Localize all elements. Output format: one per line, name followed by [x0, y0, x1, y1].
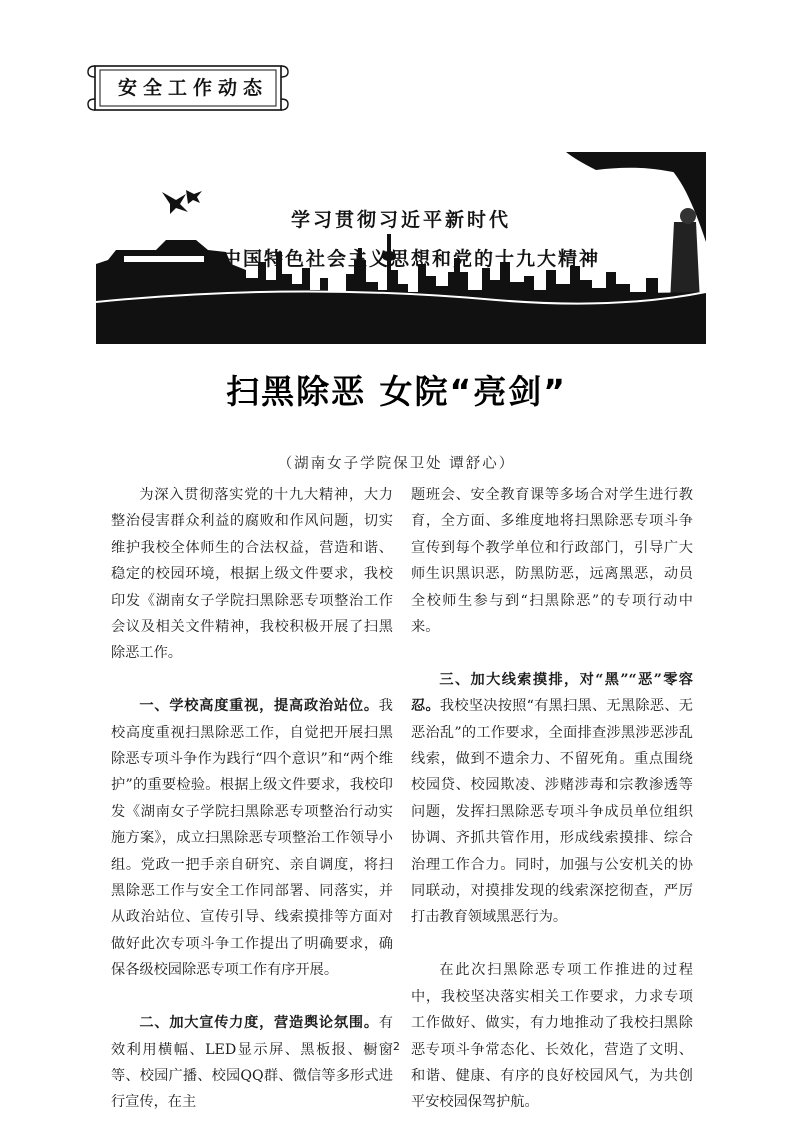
theme-banner	[96, 152, 706, 344]
section-tag	[86, 62, 292, 114]
article-column-left	[111, 482, 393, 1116]
section-1-paragraph	[111, 693, 393, 983]
paragraph-spacer	[411, 931, 693, 957]
section-3-heading: 三、加大线索摸排，对“黑”“恶”零容忍。	[411, 671, 693, 715]
banner-title-line1: 学习贯彻习近平新时代	[290, 209, 511, 231]
section-tag-label: 安全工作动态	[117, 77, 268, 99]
article-title: 扫黑除恶 女院“亮剑”	[226, 372, 567, 411]
paragraph-spacer	[111, 984, 393, 1010]
section-2-text: 有效利用横幅、LED显示屏、黑板报、橱窗等、校园广播、校园QQ群、微信等多形式进行宣传，在主	[111, 1015, 393, 1111]
section-2-heading: 二、加大宣传力度，营造舆论氛围。	[139, 1015, 379, 1032]
section-1-text: 我校高度重视扫黑除恶工作，自觉把开展扫黑除恶专项斗争作为践行“四个意识”和“两个维护”的重要检验。根据上级文件要求，我校印发《湖南女子学院扫黑除恶专项整治行动实施方案》，成立扫黑除恶专项整治工作领导小组。党政一把手亲自研究、亲自调度，将扫黑除恶工作与安全工作同部署、同落实，并从政治站位、宣传引导、线索摸排等方面对做好此次专项斗争工作提出了明确要求，确保各级校园除恶专项工作有序开展。	[111, 698, 393, 979]
intro-paragraph: 为深入贯彻落实党的十九大精神，大力整治侵害群众利益的腐败和作风问题，切实维护我校全体师生的合法权益，营造和谐、稳定的校园环境，根据上级文件要求，我校印发《湖南女子学院扫黑除恶专项整治工作会议及相关文件精神，我校积极开展了扫黑除恶工作。	[111, 487, 393, 662]
article-byline: （湖南女子学院保卫处 谭舒心）	[277, 456, 516, 472]
section-2-continued: 题班会、安全教育课等多场合对学生进行教育，全方面、多维度地将扫黑除恶专项斗争宣传到每个教学单位和行政部门，引导广大师生识黑识恶，防黑防恶，远离黑恶，动员全校师生参与到“扫黑除恶”的专项行动中来。	[411, 487, 693, 636]
section-3-text: 我校坚决按照“有黑扫黑、无黑除恶、无恶治乱”的工作要求，全面排查涉黑涉恶涉乱线索，做到不遗余力、不留死角。重点围绕校园贷、校园欺凌、涉赌涉毒和宗教渗透等问题，发挥扫黑除恶专项斗争成员单位组织协调、齐抓共管作用，形成线索摸排、综合治理工作合力。同时，加强与公安机关的协同联动，对摸排发现的线索深挖彻查，严厉打击教育领域黑恶行为。	[411, 698, 693, 926]
section-3-paragraph	[411, 667, 693, 931]
section-2-paragraph	[111, 1010, 393, 1116]
conclusion-paragraph: 在此次扫黑除恶专项工作推进的过程中，我校坚决落实相关工作要求，力求专项工作做好、做实，有力地推动了我校扫黑除恶专项斗争常态化、长效化，营造了文明、和谐、健康、有序的良好校园风气，为共创平安校园保驾护航。	[411, 962, 693, 1111]
paragraph-spacer	[411, 640, 693, 666]
section-1-heading: 一、学校高度重视，提高政治站位。	[139, 698, 379, 715]
page-number: 2	[393, 1040, 400, 1053]
article-column-right	[411, 482, 693, 1116]
paragraph-spacer	[111, 667, 393, 693]
banner-title-line2: 中国特色社会主义思想和党的十九大精神	[221, 248, 600, 270]
